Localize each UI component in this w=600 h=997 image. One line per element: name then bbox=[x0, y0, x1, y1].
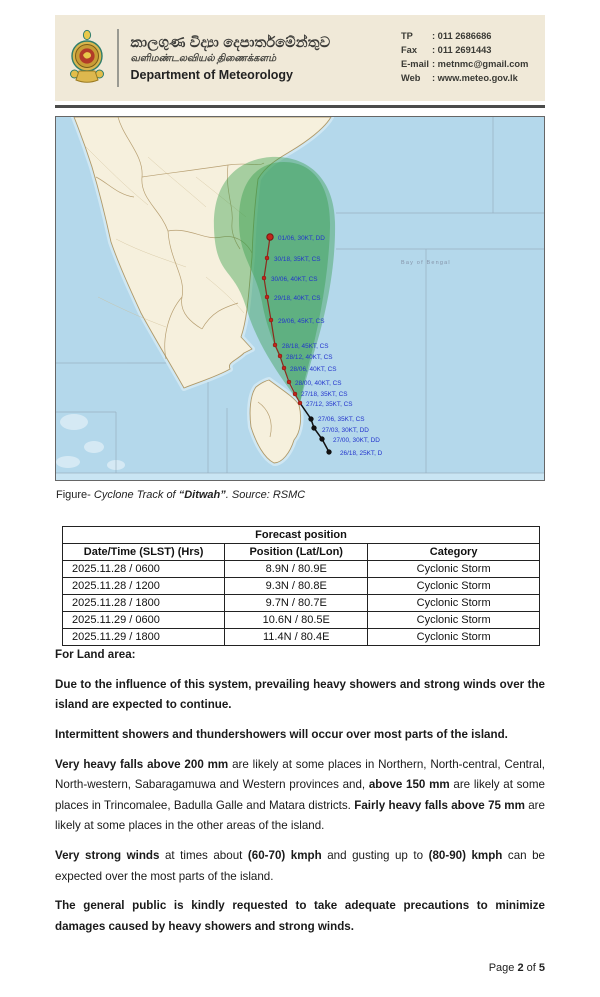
column-header: Category bbox=[368, 544, 540, 561]
table-cell: Cyclonic Storm bbox=[368, 578, 540, 595]
paragraph bbox=[55, 846, 545, 887]
table-cell: 10.6N / 80.5E bbox=[225, 612, 368, 629]
track-point-label: 28/06, 40KT, CS bbox=[290, 366, 337, 373]
contact-value: : metnmc@gmail.com bbox=[432, 59, 529, 69]
track-point-label: 26/18, 25KT, D bbox=[340, 450, 383, 457]
header-rule bbox=[55, 105, 545, 108]
track-point-forecast bbox=[265, 256, 269, 260]
table-cell: 9.7N / 80.7E bbox=[225, 595, 368, 612]
cyclone-track-map-svg bbox=[56, 117, 544, 480]
track-point-forecast bbox=[262, 276, 266, 280]
table-cell: Cyclonic Storm bbox=[368, 612, 540, 629]
page-number bbox=[489, 962, 545, 974]
text-run: Very heavy falls above 200 mm bbox=[55, 757, 229, 771]
column-header: Position (Lat/Lon) bbox=[225, 544, 368, 561]
text-run: Intermittent showers and thundershowers will occur over most parts of the island. bbox=[55, 727, 508, 741]
contact-value: : www.meteo.gov.lk bbox=[432, 72, 518, 83]
letterhead bbox=[55, 15, 545, 101]
sri-lanka-emblem-logo bbox=[67, 29, 107, 87]
paragraph bbox=[55, 755, 545, 838]
contact-label: TP bbox=[401, 31, 413, 42]
track-point-label: 27/18, 35KT, CS bbox=[301, 391, 348, 398]
paragraph bbox=[55, 896, 545, 937]
track-point-label: 01/06, 30KT, DD bbox=[278, 235, 325, 242]
department-title-english: Department of Meteorology bbox=[130, 67, 294, 82]
track-point-label: 28/12, 40KT, CS bbox=[286, 354, 333, 361]
text-run: Due to the influence of this system, prevailing heavy showers and strong winds over the island are expected to continue. bbox=[55, 677, 545, 712]
text-run: of bbox=[523, 962, 539, 974]
contact-label: Fax bbox=[401, 45, 418, 56]
track-point-forecast bbox=[273, 343, 277, 347]
text-run: are likely at some places in Trincomalee, Badulla Galle and Matara districts. bbox=[55, 778, 545, 812]
table-row bbox=[63, 595, 540, 612]
department-title-tamil: வளிமண்டலவியல் திணைக்களம் bbox=[130, 52, 277, 64]
text-run: The general public is kindly requested to take adequate precautions to minimize damages caused by heavy showers and strong winds. bbox=[55, 899, 545, 933]
text-run: Figure- bbox=[56, 489, 94, 501]
track-point-forecast bbox=[265, 295, 269, 299]
track-point-label: 30/18, 35KT, CS bbox=[274, 256, 321, 263]
header-divider bbox=[117, 29, 119, 87]
text-run: can be expected over the most parts of the island. bbox=[55, 849, 546, 883]
track-point-forecast bbox=[267, 234, 273, 240]
track-point-label: 30/06, 40KT, CS bbox=[271, 276, 318, 283]
track-point-forecast bbox=[293, 392, 297, 396]
track-point-observed bbox=[327, 450, 332, 455]
table-row bbox=[63, 578, 540, 595]
track-point-forecast bbox=[269, 318, 273, 322]
bay-of-bengal-label: Bay of Bengal bbox=[401, 260, 451, 266]
table-cell: 2025.11.28 / 1800 bbox=[63, 595, 225, 612]
table-cell: 2025.11.28 / 1200 bbox=[63, 578, 225, 595]
track-point-forecast bbox=[278, 354, 282, 358]
table-title: Forecast position bbox=[63, 527, 540, 544]
forecast-position-table bbox=[62, 526, 540, 646]
table-cell: 11.4N / 80.4E bbox=[225, 629, 368, 646]
table-column-headers bbox=[63, 544, 540, 561]
table-cell: 2025.11.29 / 1800 bbox=[63, 629, 225, 646]
text-run: above 150 mm bbox=[368, 778, 450, 792]
table-cell: 2025.11.28 / 0600 bbox=[63, 561, 225, 578]
text-run: Page bbox=[488, 962, 518, 974]
track-point-observed bbox=[320, 437, 325, 442]
contact-label: E-mail bbox=[401, 59, 429, 69]
text-run: Fairly heavy falls above 75 mm bbox=[354, 798, 525, 812]
text-run: 5 bbox=[538, 962, 545, 974]
text-run: 2 bbox=[517, 962, 524, 974]
track-point-forecast bbox=[298, 401, 302, 405]
text-run: and gusting up to bbox=[321, 849, 429, 862]
text-run: . Source: RSMC bbox=[225, 489, 306, 501]
track-point-label: 28/00, 40KT, CS bbox=[295, 380, 342, 387]
text-run: For Land area: bbox=[55, 648, 136, 661]
track-point-label: 29/06, 45KT, CS bbox=[278, 318, 325, 325]
table-cell: 8.9N / 80.9E bbox=[225, 561, 368, 578]
contact-row bbox=[401, 58, 533, 72]
contact-label: Web bbox=[401, 72, 421, 83]
figure-caption bbox=[56, 489, 305, 501]
track-point-label: 27/12, 35KT, CS bbox=[306, 401, 353, 408]
table-cell: Cyclonic Storm bbox=[368, 561, 540, 578]
contact-row bbox=[401, 30, 533, 44]
track-point-label: 28/18, 45KT, CS bbox=[282, 343, 329, 350]
track-point-label: 27/06, 35KT, CS bbox=[318, 416, 365, 423]
track-point-label: 27/03, 30KT, DD bbox=[322, 427, 369, 434]
paragraph bbox=[55, 645, 545, 666]
text-run: are likely at some places in Northern, North-central, Central, North-western, Sabaragamuwa and Western provinces and, bbox=[55, 757, 545, 792]
text-run: “Ditwah” bbox=[178, 489, 226, 501]
track-point-forecast bbox=[287, 380, 291, 384]
contact-info-list bbox=[401, 30, 533, 86]
column-header: Date/Time (SLST) (Hrs) bbox=[63, 544, 225, 561]
ocean-bottom-strip bbox=[56, 473, 544, 480]
land-area-advisory-text bbox=[55, 645, 545, 947]
text-run: (60-70) kmph bbox=[247, 849, 322, 862]
table-cell: Cyclonic Storm bbox=[368, 595, 540, 612]
table-row bbox=[63, 561, 540, 578]
paragraph bbox=[55, 675, 545, 716]
contact-row bbox=[401, 72, 533, 86]
contact-value: : 011 2691443 bbox=[432, 45, 492, 56]
table-row bbox=[63, 629, 540, 646]
cyclone-track-map bbox=[56, 117, 544, 480]
text-run: at times about bbox=[159, 849, 248, 862]
text-run: are likely at some places in the other areas of the island. bbox=[55, 798, 545, 833]
text-run: (80-90) kmph bbox=[428, 849, 503, 862]
contact-value: : 011 2686686 bbox=[432, 31, 492, 42]
track-point-forecast bbox=[282, 366, 286, 370]
track-point-label: 27/00, 30KT, DD bbox=[333, 437, 380, 444]
table-row bbox=[63, 612, 540, 629]
track-point-observed bbox=[312, 426, 317, 431]
contact-row bbox=[401, 44, 533, 58]
table-cell: Cyclonic Storm bbox=[368, 629, 540, 646]
track-point-label: 29/18, 40KT, CS bbox=[274, 295, 321, 302]
table-cell: 2025.11.29 / 0600 bbox=[63, 612, 225, 629]
department-title-sinhala: කාලගුණ විද්‍යා දෙපාර්තමේන්තුව bbox=[130, 34, 331, 51]
text-run: Very strong winds bbox=[55, 849, 160, 862]
table-cell: 9.3N / 80.8E bbox=[225, 578, 368, 595]
track-point-observed bbox=[309, 417, 314, 422]
text-run: Cyclone Track of bbox=[93, 489, 179, 501]
paragraph bbox=[55, 725, 545, 746]
